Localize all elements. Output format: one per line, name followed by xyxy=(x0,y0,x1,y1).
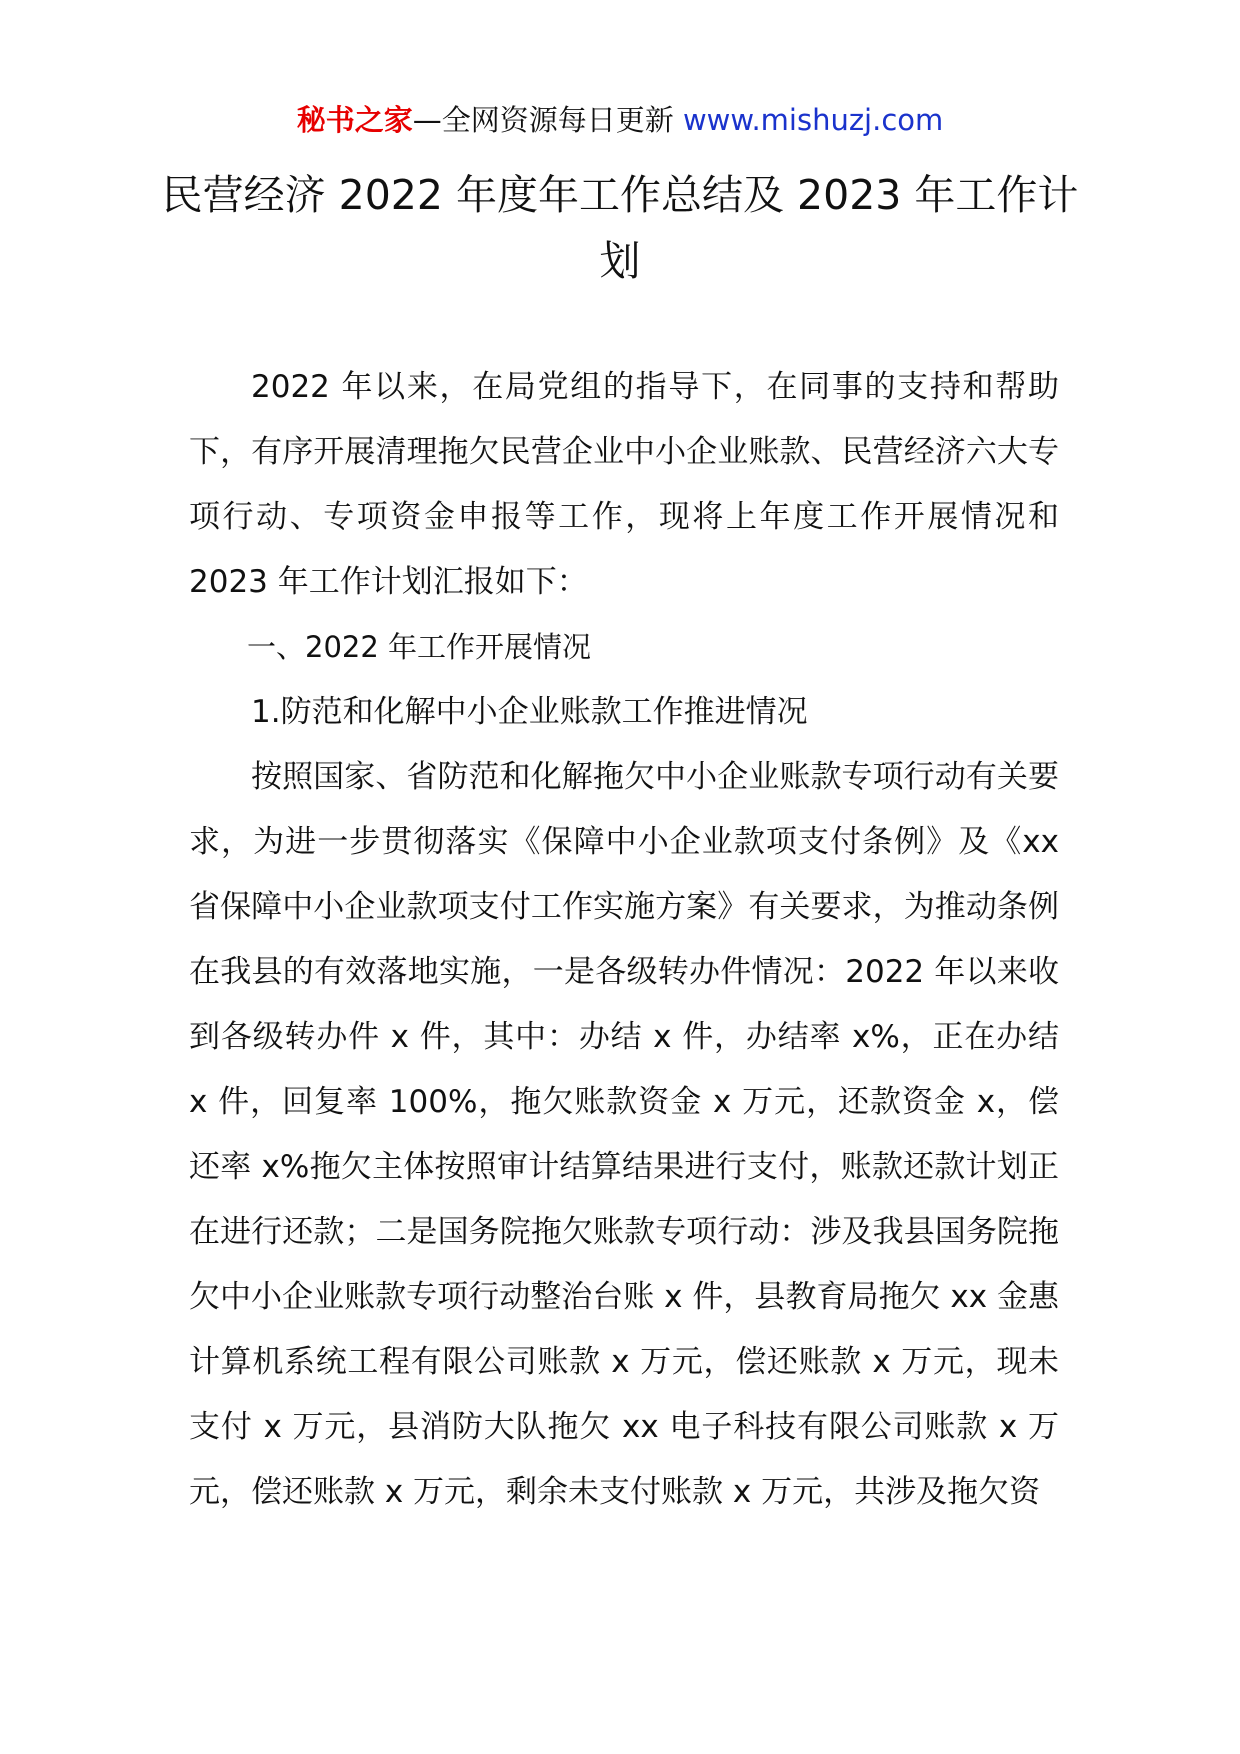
site-url-link[interactable]: www.mishuzj.com xyxy=(682,103,944,137)
section-heading: 一、2022 年工作开展情况 xyxy=(247,630,592,664)
document-title: 民营经济 2022 年度年工作总结及 2023 年工作计划 xyxy=(161,171,1079,285)
intro-paragraph: 2022 年以来，在局党组的指导下，在同事的支持和帮助下，有序开展清理拖欠民营企业中小企业账款、民营经济六大专项行动、专项资金申报等工作，现将上年度工作开展情况和 2023 年工作计划汇报如下： xyxy=(189,369,1059,600)
site-brand: 秘书之家 xyxy=(296,103,413,137)
site-header xyxy=(0,100,1240,140)
subsection-heading: 1.防范和化解中小企业账款工作推进情况 xyxy=(251,694,808,730)
body-paragraph: 按照国家、省防范和化解拖欠中小企业账款专项行动有关要求，为进一步贯彻落实《保障中小企业款项支付条例》及《xx 省保障中小企业款项支付工作实施方案》有关要求，为推动条例在我县的有效落地实施，一是各级转办件情况：2022 年以来收到各级转办件 x 件，其中：办结 x 件，办结率 x%，正在办结 x 件，回复率 100%，拖欠账款资金 x 万元，还款资金 x，偿还率 x%拖欠主体按照审计结算结果进行支付，账款还款计划正在进行还款；二是国务院拖欠账款专项行动：涉及我县国务院拖欠中小企业账款专项行动整治台账 x 件，县教育局拖欠 xx 金惠计算机系统工程有限公司账款 x 万元，偿还账款 x 万元，现未支付 x 万元，县消防大队拖欠 xx 电子科技有限公司账款 x 万元，偿还账款 x 万元，剩余未支付账款 x 万元，共涉及拖欠资 xyxy=(189,759,1059,1510)
document-body xyxy=(189,355,1059,1525)
site-tagline: —全网资源每日更新 xyxy=(412,103,674,137)
